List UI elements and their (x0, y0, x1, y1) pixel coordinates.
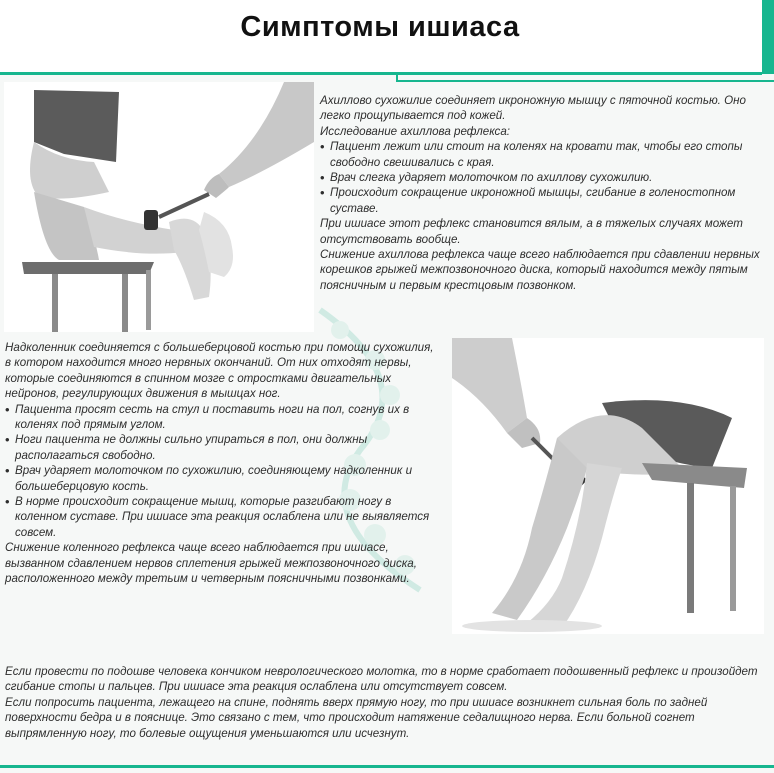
achilles-heading: Исследование ахиллова рефлекса: (320, 124, 511, 138)
knee-paragraph: Снижение коленного рефлекса чаще всего наблюдается при ишиасе, вызванном сдавлением нервов сплетения грыжей межпозвоночного диска, расположенного между третьим и четверным поясничными позвонками. (5, 541, 417, 586)
plantar-paragraph: Если провести по подошве человека кончиком неврологического молотка, то в норме сработает подошвенный рефлекс и произойдет сгибание стопы и пальцев. При ишиасе эта реакция ослаблена или отсутствует совсем. (5, 665, 758, 694)
list-item: • Врач ударяет молоточком по сухожилию, соединяющему надколенник и большеберцовую кость. (5, 463, 441, 494)
page-title: Симптомы ишиаса (240, 11, 520, 43)
list-item: • Пациента просят сесть на стул и поставить ноги на пол, согнув их в коленях под прямым углом. (5, 402, 441, 433)
achilles-reflex-illustration (4, 82, 314, 332)
achilles-intro: Ахиллово сухожилие соединяет икроножную мышцу с пяточной костью. Оно легко прощупывается под кожей. (320, 94, 746, 123)
bottom-accent-line (0, 765, 774, 768)
list-item: • Пациент лежит или стоит на коленях на кровати так, чтобы его стопы свободно свешивались с края. (320, 139, 768, 170)
achilles-paragraph: При ишиасе этот рефлекс становится вялым, а в тяжелых случаях может отсутствовать вообще. (320, 217, 743, 246)
list-item: • Врач слегка ударяет молоточком по ахиллову сухожилию. (320, 170, 768, 185)
list-item: • Происходит сокращение икроножной мышцы, сгибание в голеностопном суставе. (320, 185, 768, 216)
knee-intro: Надколенник соединяется с большеберцовой костью при помощи сухожилия, в котором находится много нервных окончаний. От них отходят нервы, которые соединяются в спинном мозге с отростками двигательных нейронов, регулирующих движения в мышцах ног. (5, 341, 434, 401)
title-box (0, 0, 762, 75)
bottom-text (5, 664, 769, 741)
decorative-line (396, 80, 774, 82)
list-item: • Ноги пациента не должны сильно упираться в пол, они должны располагаться свободно. (5, 432, 441, 463)
achilles-paragraph: Снижение ахиллова рефлекса чаще всего наблюдается при сдавлении нервных корешков грыжей межпозвоночного диска, который находится между пятым поясничным и первым крестцовым позвонком. (320, 248, 760, 292)
knee-reflex-illustration (452, 338, 764, 634)
straight-leg-paragraph: Если попросить пациента, лежащего на спине, поднять вверх прямую ногу, то при ишиасе возникнет сильная боль по задней поверхности бедра и в пояснице. Это связано с тем, что происходит натяжение седалищного нерва. Если больной согнет выпрямленную ногу, то болевые ощущения уменьшаются или исчезнут. (5, 695, 708, 740)
list-item: • В норме происходит сокращение мышц, которые разгибают ногу в коленном суставе. При ишиасе эта реакция ослаблена или не выявляется совсем. (5, 494, 441, 540)
achilles-text (320, 93, 768, 293)
knee-text (5, 340, 441, 587)
